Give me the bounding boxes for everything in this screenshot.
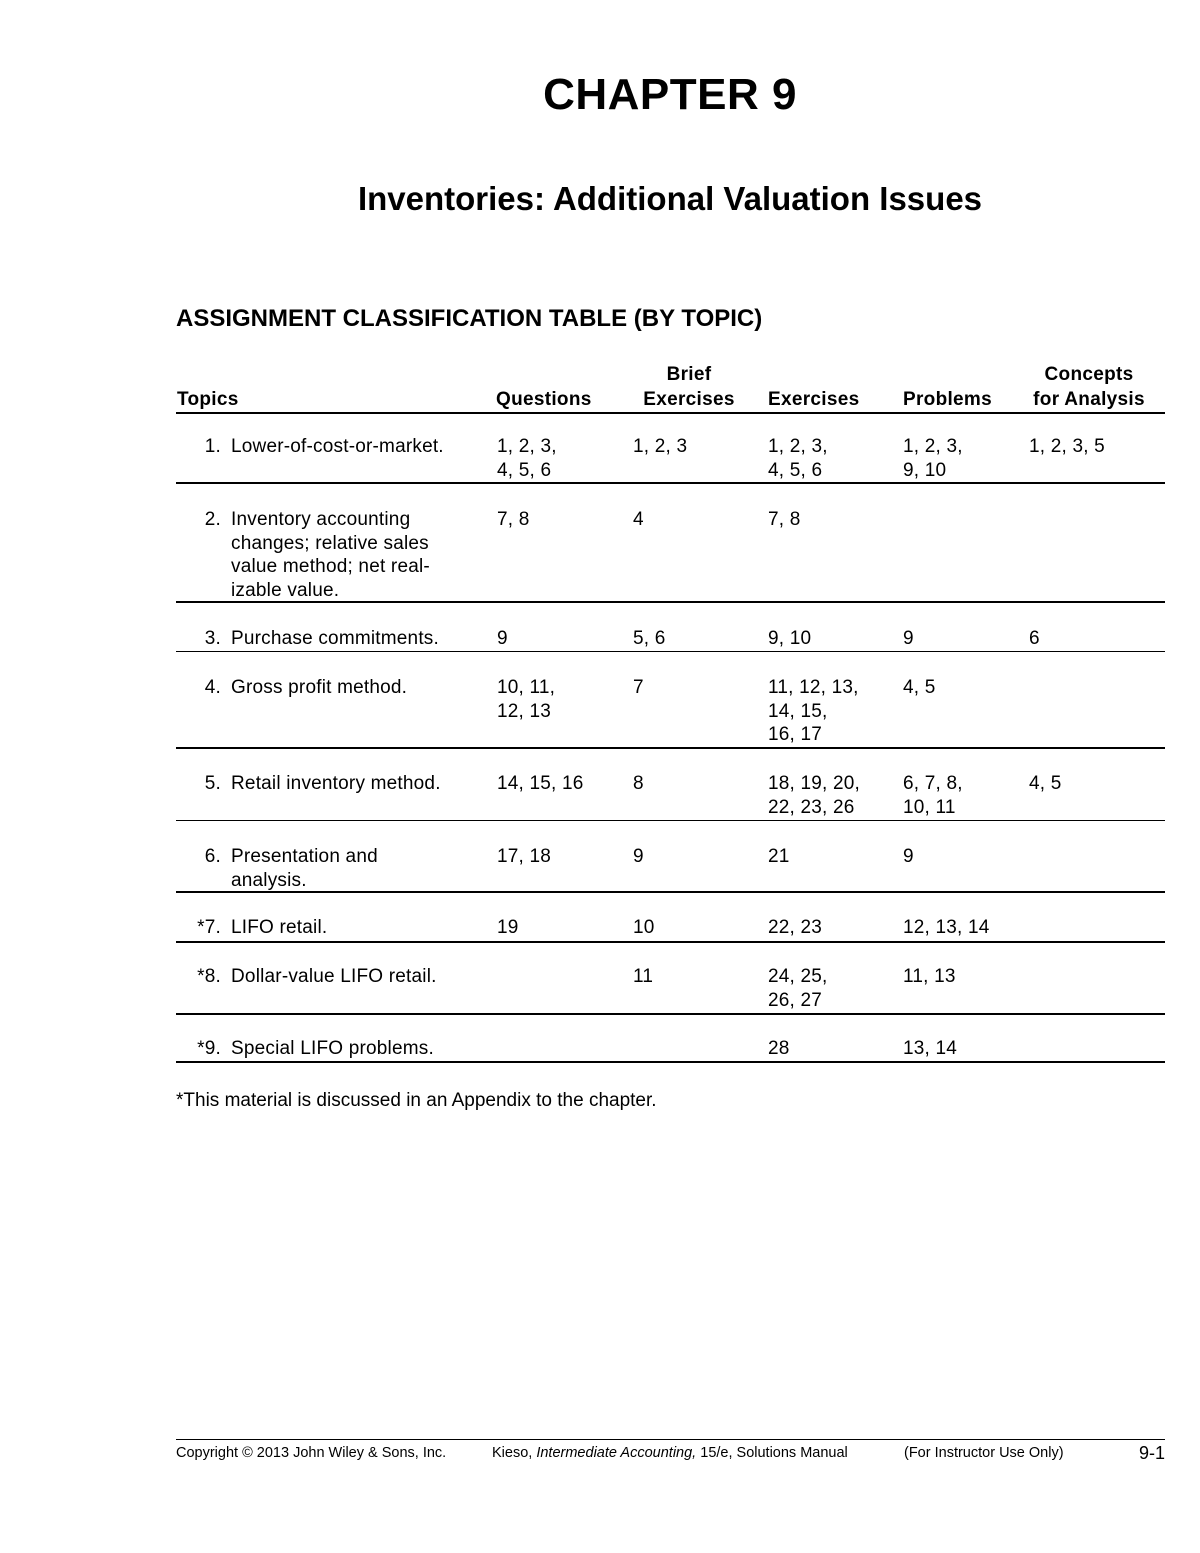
row-number: 6. [204,846,221,867]
row-number: *8. [197,966,221,987]
row-topic: Dollar-value LIFO retail. [231,966,437,987]
table-row [176,821,1165,893]
table-row [176,484,1165,603]
table-row [176,1015,1165,1063]
header-problems: Problems [903,389,992,410]
page-number: 9-1 [1138,1443,1165,1463]
row-brief-exercises: 1, 2, 3 [633,436,688,457]
row-topic: Purchase commitments. [231,628,439,649]
row-topic: LIFO retail. [231,917,328,938]
header-concepts [1026,362,1152,412]
table-row [176,893,1165,943]
header-concepts-line1: Concepts [1044,364,1134,385]
table-heading: ASSIGNMENT CLASSIFICATION TABLE (BY TOPIC) [176,305,763,332]
header-concepts-line2: for Analysis [1033,389,1145,410]
row-topic: Gross profit method. [231,677,408,698]
row-concepts: 1, 2, 3, 5 [1029,436,1105,457]
row-number: 2. [204,509,221,530]
row-brief-exercises: 9 [633,846,644,867]
row-brief-exercises: 5, 6 [633,628,666,649]
header-exercises: Exercises [768,389,860,410]
row-problems: 12, 13, 14 [903,917,990,938]
row-brief-exercises: 4 [633,509,644,530]
table-row [176,603,1165,652]
header-questions: Questions [496,389,592,410]
table-row [176,749,1165,821]
footer-usage: (For Instructor Use Only) [904,1445,1064,1461]
row-number: 3. [204,628,221,649]
footer-book-title: Intermediate Accounting, [536,1445,697,1461]
row-number: 4. [204,677,221,698]
footer-copyright: Copyright © 2013 John Wiley & Sons, Inc. [176,1445,447,1461]
row-questions: 1, 2, 3, 4, 5, 6 [497,436,557,481]
table-row [176,652,1165,749]
table-row [176,412,1165,484]
header-brief-exercises-line1: Brief [666,364,712,385]
row-concepts: 4, 5 [1029,773,1062,794]
row-exercises: 9, 10 [768,628,812,649]
row-problems: 13, 14 [903,1038,958,1059]
appendix-footnote: *This material is discussed in an Appendix to the chapter. [176,1090,657,1111]
footer-book-rest: 15/e, Solutions Manual [700,1445,848,1461]
row-exercises: 7, 8 [768,509,801,530]
table-row [176,943,1165,1015]
row-number: *7. [197,917,221,938]
row-brief-exercises: 10 [633,917,655,938]
row-number: 5. [204,773,221,794]
row-topic: Inventory accounting changes; relative sales value method; net real- izable value. [231,509,430,601]
header-brief-exercises-line2: Exercises [643,389,735,410]
footer-book [492,1445,848,1461]
table-header [176,362,1165,414]
classification-table [176,412,1165,1063]
row-exercises: 21 [768,846,790,867]
row-exercises: 11, 12, 13, 14, 15, 16, 17 [768,677,859,745]
row-exercises: 22, 23 [768,917,823,938]
row-problems: 9 [903,846,914,867]
row-exercises: 28 [768,1038,790,1059]
row-topic: Retail inventory method. [231,773,441,794]
row-problems: 9 [903,628,914,649]
chapter-subtitle: Inventories: Additional Valuation Issues [357,180,983,217]
header-topics: Topics [177,389,239,410]
row-problems: 6, 7, 8, 10, 11 [903,773,963,818]
row-brief-exercises: 11 [633,966,654,987]
row-concepts: 6 [1029,628,1040,649]
row-number: 1. [204,436,221,457]
row-problems: 11, 13 [903,966,956,987]
row-number: *9. [197,1038,221,1059]
row-topic: Lower-of-cost-or-market. [231,436,444,457]
footer-book-author: Kieso, [492,1445,533,1461]
row-brief-exercises: 7 [633,677,644,698]
row-exercises: 1, 2, 3, 4, 5, 6 [768,436,828,481]
row-questions: 7, 8 [497,509,530,530]
chapter-title: CHAPTER 9 [543,70,797,119]
header-brief-exercises [633,362,745,412]
row-problems: 1, 2, 3, 9, 10 [903,436,963,481]
footer-divider [176,1439,1165,1440]
row-problems: 4, 5 [903,677,936,698]
row-questions: 9 [497,628,508,649]
row-questions: 10, 11, 12, 13 [497,677,556,722]
row-questions: 19 [497,917,519,938]
row-questions: 14, 15, 16 [497,773,584,794]
row-topic: Special LIFO problems. [231,1038,434,1059]
row-exercises: 24, 25, 26, 27 [768,966,828,1011]
row-exercises: 18, 19, 20, 22, 23, 26 [768,773,860,818]
row-topic: Presentation and analysis. [231,846,378,891]
row-brief-exercises: 8 [633,773,644,794]
row-questions: 17, 18 [497,846,552,867]
